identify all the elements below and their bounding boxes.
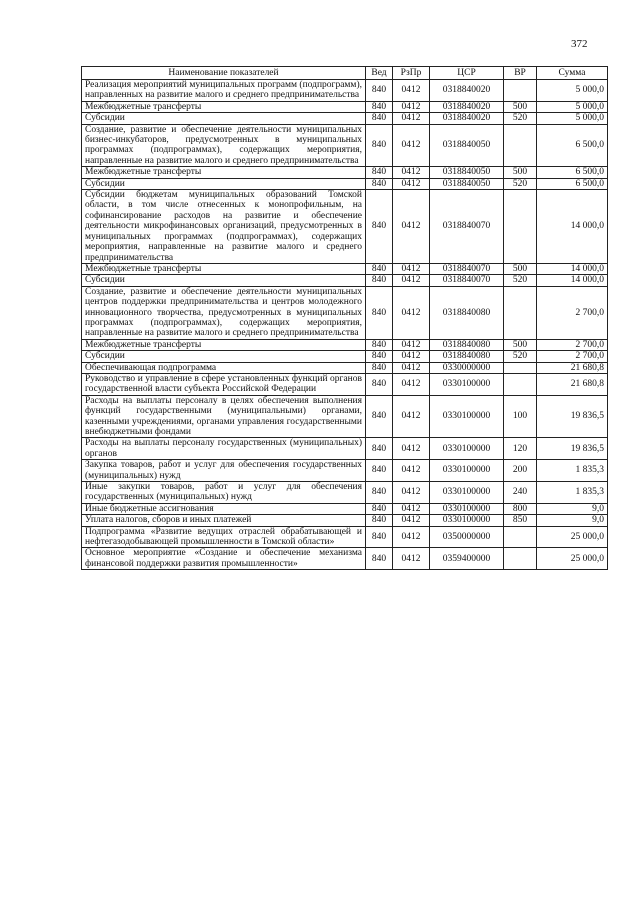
cell-name: Расходы на выплаты персоналу государственных (муниципальных) органов bbox=[82, 438, 366, 460]
cell-csr: 0330100000 bbox=[430, 395, 504, 438]
table-row bbox=[82, 190, 608, 264]
cell-csr: 0318840020 bbox=[430, 101, 504, 112]
cell-vr: 800 bbox=[504, 503, 537, 514]
cell-ved: 840 bbox=[366, 286, 393, 339]
cell-sum: 19 836,5 bbox=[537, 395, 608, 438]
cell-rzpr: 0412 bbox=[393, 167, 430, 178]
cell-rzpr: 0412 bbox=[393, 548, 430, 570]
cell-sum: 1 835,3 bbox=[537, 482, 608, 504]
table-row bbox=[82, 438, 608, 460]
cell-rzpr: 0412 bbox=[393, 526, 430, 548]
cell-rzpr: 0412 bbox=[393, 124, 430, 167]
cell-rzpr: 0412 bbox=[393, 113, 430, 124]
cell-sum: 5 000,0 bbox=[537, 113, 608, 124]
cell-csr: 0318840020 bbox=[430, 80, 504, 102]
cell-vr: 200 bbox=[504, 460, 537, 482]
cell-name: Создание, развитие и обеспечение деятельности муниципальных бизнес-инкубаторов, предусмотренных в муниципальных программах (подпрограммах), содержащих мероприятия, направленные на развитие малого и среднего предпринимательства bbox=[82, 124, 366, 167]
cell-name: Закупка товаров, работ и услуг для обеспечения государственных (муниципальных) нужд bbox=[82, 460, 366, 482]
cell-name: Иные бюджетные ассигнования bbox=[82, 503, 366, 514]
cell-sum: 6 500,0 bbox=[537, 167, 608, 178]
cell-vr: 520 bbox=[504, 351, 537, 362]
table-row bbox=[82, 526, 608, 548]
cell-name: Субсидии bbox=[82, 178, 366, 189]
table-row bbox=[82, 351, 608, 362]
cell-sum: 2 700,0 bbox=[537, 286, 608, 339]
cell-vr: 240 bbox=[504, 482, 537, 504]
cell-name: Субсидии bbox=[82, 275, 366, 286]
cell-vr: 500 bbox=[504, 167, 537, 178]
table-row bbox=[82, 275, 608, 286]
cell-name: Основное мероприятие «Создание и обеспечение механизма финансовой поддержки развития промышленности» bbox=[82, 548, 366, 570]
cell-ved: 840 bbox=[366, 178, 393, 189]
cell-sum: 1 835,3 bbox=[537, 460, 608, 482]
cell-sum: 21 680,8 bbox=[537, 362, 608, 373]
cell-vr bbox=[504, 362, 537, 373]
cell-sum: 6 500,0 bbox=[537, 178, 608, 189]
cell-name: Межбюджетные трансферты bbox=[82, 263, 366, 274]
table-row bbox=[82, 286, 608, 339]
cell-csr: 0318840050 bbox=[430, 178, 504, 189]
cell-ved: 840 bbox=[366, 167, 393, 178]
cell-vr: 520 bbox=[504, 178, 537, 189]
table-row bbox=[82, 482, 608, 504]
header-ved: Вед bbox=[366, 67, 393, 80]
table-header-row bbox=[82, 67, 608, 80]
cell-rzpr: 0412 bbox=[393, 101, 430, 112]
cell-csr: 0318840020 bbox=[430, 113, 504, 124]
cell-rzpr: 0412 bbox=[393, 395, 430, 438]
cell-vr: 500 bbox=[504, 339, 537, 350]
cell-ved: 840 bbox=[366, 190, 393, 264]
cell-name: Иные закупки товаров, работ и услуг для обеспечения государственных (муниципальных) нужд bbox=[82, 482, 366, 504]
cell-rzpr: 0412 bbox=[393, 190, 430, 264]
table-row bbox=[82, 167, 608, 178]
cell-sum: 14 000,0 bbox=[537, 190, 608, 264]
cell-vr bbox=[504, 80, 537, 102]
cell-vr bbox=[504, 548, 537, 570]
cell-rzpr: 0412 bbox=[393, 275, 430, 286]
cell-ved: 840 bbox=[366, 548, 393, 570]
table-body bbox=[82, 80, 608, 570]
header-sum: Сумма bbox=[537, 67, 608, 80]
table-row bbox=[82, 362, 608, 373]
cell-ved: 840 bbox=[366, 124, 393, 167]
table-row bbox=[82, 503, 608, 514]
cell-sum: 25 000,0 bbox=[537, 526, 608, 548]
cell-ved: 840 bbox=[366, 80, 393, 102]
table-row bbox=[82, 339, 608, 350]
table-row bbox=[82, 515, 608, 526]
cell-csr: 0318840070 bbox=[430, 263, 504, 274]
cell-sum: 21 680,8 bbox=[537, 373, 608, 395]
table-row bbox=[82, 80, 608, 102]
cell-ved: 840 bbox=[366, 275, 393, 286]
cell-ved: 840 bbox=[366, 101, 393, 112]
cell-vr: 120 bbox=[504, 438, 537, 460]
cell-sum: 14 000,0 bbox=[537, 263, 608, 274]
cell-rzpr: 0412 bbox=[393, 362, 430, 373]
cell-csr: 0330100000 bbox=[430, 503, 504, 514]
budget-table bbox=[81, 66, 608, 570]
cell-name: Расходы на выплаты персоналу в целях обеспечения выполнения функций государственными (муниципальными) органами, казенными учреждениями, органами управления государственными внебюджетными фондами bbox=[82, 395, 366, 438]
cell-csr: 0318840070 bbox=[430, 190, 504, 264]
cell-name: Создание, развитие и обеспечение деятельности муниципальных центров поддержки предпринимательства и центров молодежного инновационного творчества, предусмотренных в муниципальных программах (подпрограммах), содержащих мероприятия, направленные на развитие малого и среднего предпринимательства bbox=[82, 286, 366, 339]
cell-name: Руководство и управление в сфере установленных функций органов государственной власти субъекта Российской Федерации bbox=[82, 373, 366, 395]
cell-csr: 0330100000 bbox=[430, 373, 504, 395]
cell-name: Обеспечивающая подпрограмма bbox=[82, 362, 366, 373]
cell-sum: 2 700,0 bbox=[537, 351, 608, 362]
cell-vr: 520 bbox=[504, 275, 537, 286]
cell-csr: 0330100000 bbox=[430, 482, 504, 504]
cell-name: Субсидии bbox=[82, 351, 366, 362]
cell-ved: 840 bbox=[366, 460, 393, 482]
cell-ved: 840 bbox=[366, 263, 393, 274]
cell-name: Субсидии бюджетам муниципальных образований Томской области, в том числе отнесенных к монопрофильным, на софинансирование расходов на развитие и обеспечение деятельности микрофинансовых организаций, предусмотренных в муниципальных программах (подпрограммах), содержащих мероприятия, направленные на развитие малого и среднего предпринимательства bbox=[82, 190, 366, 264]
cell-name: Уплата налогов, сборов и иных платежей bbox=[82, 515, 366, 526]
cell-sum: 19 836,5 bbox=[537, 438, 608, 460]
cell-ved: 840 bbox=[366, 373, 393, 395]
cell-vr bbox=[504, 526, 537, 548]
cell-vr bbox=[504, 124, 537, 167]
cell-sum: 25 000,0 bbox=[537, 548, 608, 570]
cell-csr: 0330100000 bbox=[430, 515, 504, 526]
cell-vr: 520 bbox=[504, 113, 537, 124]
cell-vr: 500 bbox=[504, 101, 537, 112]
cell-sum: 9,0 bbox=[537, 503, 608, 514]
cell-ved: 840 bbox=[366, 515, 393, 526]
cell-name: Реализация мероприятий муниципальных программ (подпрограмм), направленных на развитие малого и среднего предпринимательства bbox=[82, 80, 366, 102]
cell-sum: 5 000,0 bbox=[537, 101, 608, 112]
header-vr: ВР bbox=[504, 67, 537, 80]
cell-rzpr: 0412 bbox=[393, 373, 430, 395]
cell-name: Межбюджетные трансферты bbox=[82, 339, 366, 350]
cell-vr bbox=[504, 190, 537, 264]
cell-csr: 0330100000 bbox=[430, 438, 504, 460]
cell-csr: 0318840080 bbox=[430, 286, 504, 339]
cell-csr: 0318840080 bbox=[430, 351, 504, 362]
cell-rzpr: 0412 bbox=[393, 178, 430, 189]
cell-csr: 0330000000 bbox=[430, 362, 504, 373]
cell-sum: 6 500,0 bbox=[537, 124, 608, 167]
cell-rzpr: 0412 bbox=[393, 80, 430, 102]
table-row bbox=[82, 101, 608, 112]
cell-rzpr: 0412 bbox=[393, 339, 430, 350]
cell-csr: 0359400000 bbox=[430, 548, 504, 570]
cell-csr: 0350000000 bbox=[430, 526, 504, 548]
header-rzpr: РзПр bbox=[393, 67, 430, 80]
cell-sum: 5 000,0 bbox=[537, 80, 608, 102]
cell-vr: 850 bbox=[504, 515, 537, 526]
cell-vr: 500 bbox=[504, 263, 537, 274]
table-row bbox=[82, 263, 608, 274]
table-row bbox=[82, 178, 608, 189]
cell-csr: 0318840050 bbox=[430, 167, 504, 178]
cell-csr: 0318840080 bbox=[430, 339, 504, 350]
cell-rzpr: 0412 bbox=[393, 263, 430, 274]
cell-ved: 840 bbox=[366, 395, 393, 438]
cell-ved: 840 bbox=[366, 482, 393, 504]
cell-ved: 840 bbox=[366, 339, 393, 350]
cell-ved: 840 bbox=[366, 113, 393, 124]
header-name: Наименование показателей bbox=[82, 67, 366, 80]
cell-sum: 14 000,0 bbox=[537, 275, 608, 286]
cell-csr: 0330100000 bbox=[430, 460, 504, 482]
cell-name: Подпрограмма «Развитие ведущих отраслей обрабатывающей и нефтегазодобывающей промышленности в Томской области» bbox=[82, 526, 366, 548]
cell-rzpr: 0412 bbox=[393, 482, 430, 504]
table-row bbox=[82, 395, 608, 438]
cell-rzpr: 0412 bbox=[393, 286, 430, 339]
cell-name: Межбюджетные трансферты bbox=[82, 101, 366, 112]
cell-csr: 0318840050 bbox=[430, 124, 504, 167]
cell-csr: 0318840070 bbox=[430, 275, 504, 286]
cell-rzpr: 0412 bbox=[393, 438, 430, 460]
table-row bbox=[82, 548, 608, 570]
cell-ved: 840 bbox=[366, 351, 393, 362]
page-number: 372 bbox=[571, 38, 588, 50]
table-row bbox=[82, 460, 608, 482]
table-row bbox=[82, 124, 608, 167]
cell-name: Межбюджетные трансферты bbox=[82, 167, 366, 178]
cell-rzpr: 0412 bbox=[393, 515, 430, 526]
cell-ved: 840 bbox=[366, 503, 393, 514]
cell-sum: 9,0 bbox=[537, 515, 608, 526]
cell-ved: 840 bbox=[366, 526, 393, 548]
table-row bbox=[82, 113, 608, 124]
cell-vr bbox=[504, 286, 537, 339]
cell-name: Субсидии bbox=[82, 113, 366, 124]
cell-rzpr: 0412 bbox=[393, 503, 430, 514]
cell-ved: 840 bbox=[366, 438, 393, 460]
cell-rzpr: 0412 bbox=[393, 351, 430, 362]
cell-ved: 840 bbox=[366, 362, 393, 373]
cell-rzpr: 0412 bbox=[393, 460, 430, 482]
header-csr: ЦСР bbox=[430, 67, 504, 80]
cell-vr bbox=[504, 373, 537, 395]
table-row bbox=[82, 373, 608, 395]
cell-sum: 2 700,0 bbox=[537, 339, 608, 350]
cell-vr: 100 bbox=[504, 395, 537, 438]
